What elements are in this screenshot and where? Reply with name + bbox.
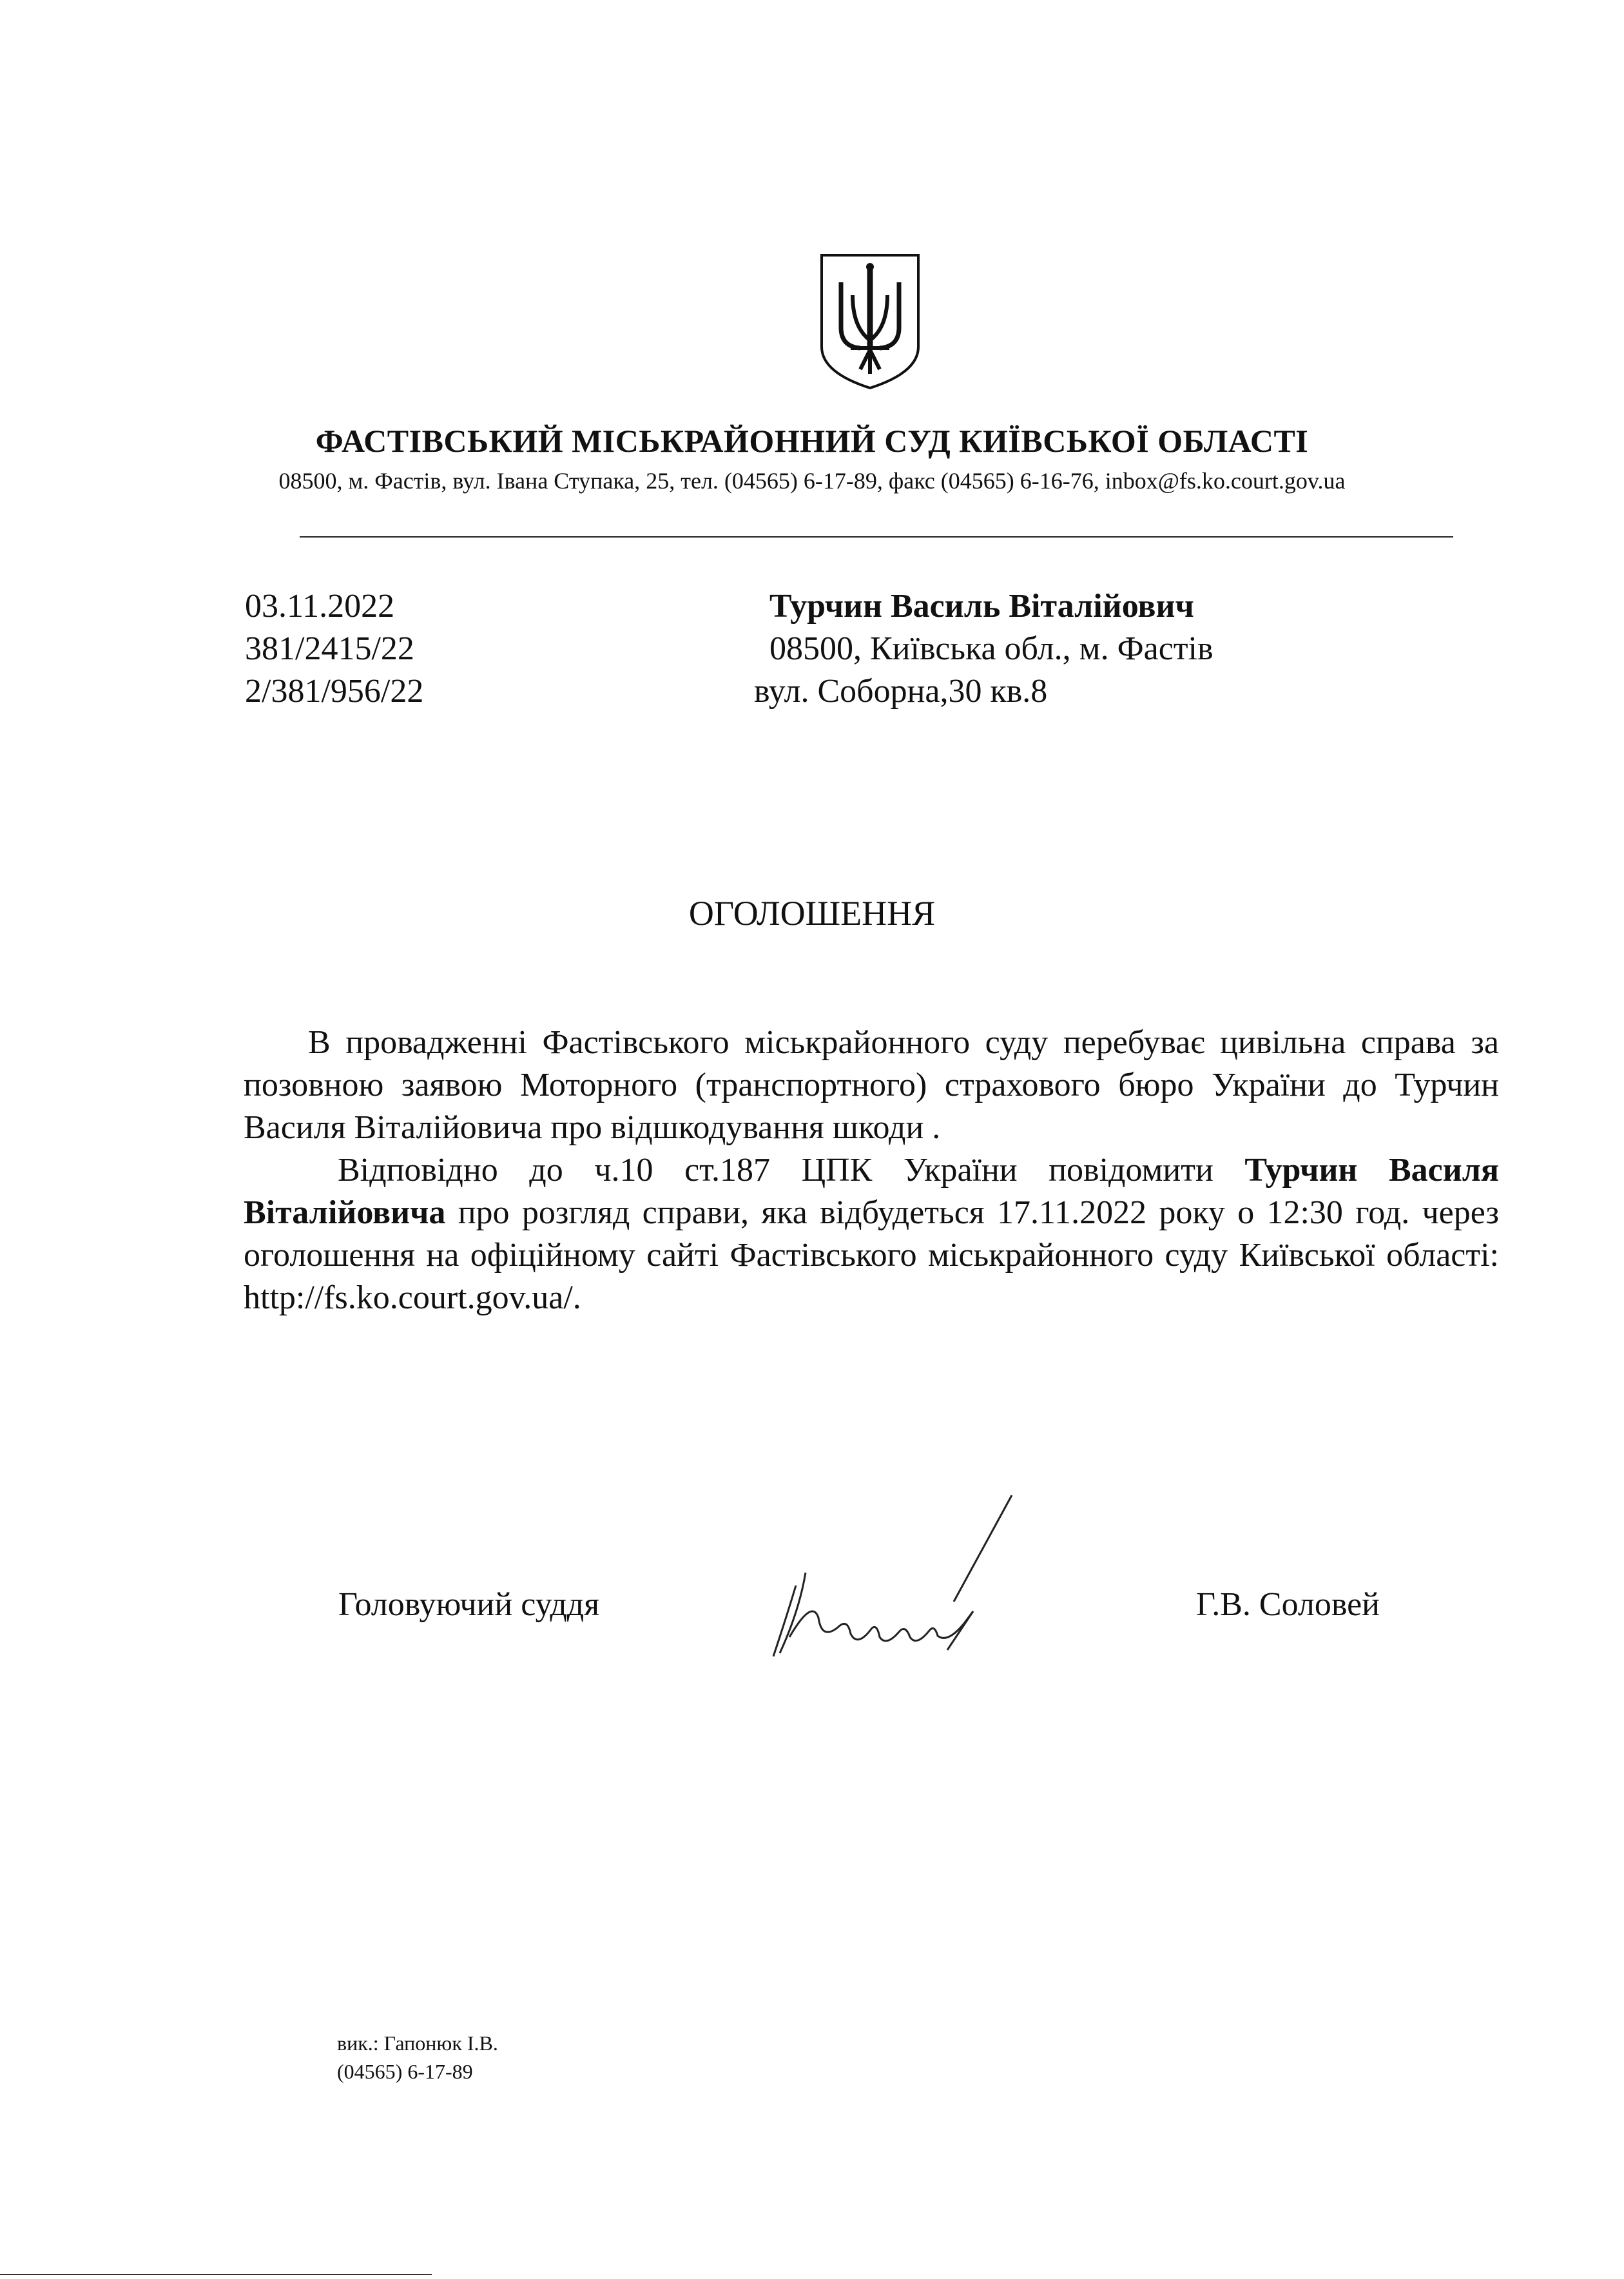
recipient-address-line1: 08500, Київська обл., м. Фастів xyxy=(769,630,1213,667)
recipient-address-line2: вул. Соборна,30 кв.8 xyxy=(754,673,1048,710)
court-address: 08500, м. Фастів, вул. Івана Ступака, 25, тел. (04565) 6-17-89, факс (04565) 6-16-76, inbox@fs.ko.court.gov.ua xyxy=(278,468,1346,494)
paragraph-2-bold-name: Турчин Василя Віталійовича xyxy=(244,1152,1499,1231)
footer-divider xyxy=(0,2274,432,2275)
document-metadata xyxy=(245,585,423,713)
paragraph-2-text-end: про розгляд справи, яка відбудеться 17.11.2022 року о 12:30 год. через оголошення на офіційному сайті Фастівського міськрайонного суду Київської області: http://fs.ko.court.gov.ua/. xyxy=(244,1194,1499,1316)
paragraph-2 xyxy=(244,1149,1499,1319)
executor-name: вик.: Гапонюк І.В. xyxy=(337,2032,498,2055)
paragraph-2-text-start: Відповідно до ч.10 ст.187 ЦПК України повідомити xyxy=(338,1152,1245,1188)
header-divider xyxy=(300,536,1453,538)
signature-title: Головуючий суддя xyxy=(338,1586,600,1623)
trident-emblem-icon xyxy=(815,250,925,392)
court-name-heading: ФАСТІВСЬКИЙ МІСЬКРАЙОННИЙ СУД КИЇВСЬКОЇ ОБЛАСТІ xyxy=(315,423,1309,459)
paragraph-1-text: В провадженні Фастівського міськрайонного суду перебуває цивільна справа за позовною заявою Моторного (транспортного) страхового бюро України до Турчин Василя Віталійовича про відшкодування шкоди . xyxy=(244,1024,1499,1146)
handwritten-signature xyxy=(741,1489,1050,1669)
announcement-body xyxy=(244,1022,1499,1319)
case-number: 381/2415/22 xyxy=(245,630,414,667)
executor-phone: (04565) 6-17-89 xyxy=(337,2060,473,2083)
document-date: 03.11.2022 xyxy=(245,588,395,625)
executor-info xyxy=(337,2029,498,2086)
recipient-name: Турчин Василь Віталійович xyxy=(769,588,1194,625)
paragraph-1 xyxy=(244,1022,1499,1149)
proceeding-number: 2/381/956/22 xyxy=(245,673,424,710)
judge-name: Г.В. Соловей xyxy=(1196,1586,1380,1623)
recipient-block xyxy=(754,585,1213,713)
document-title: ОГОЛОШЕННЯ xyxy=(688,894,936,933)
